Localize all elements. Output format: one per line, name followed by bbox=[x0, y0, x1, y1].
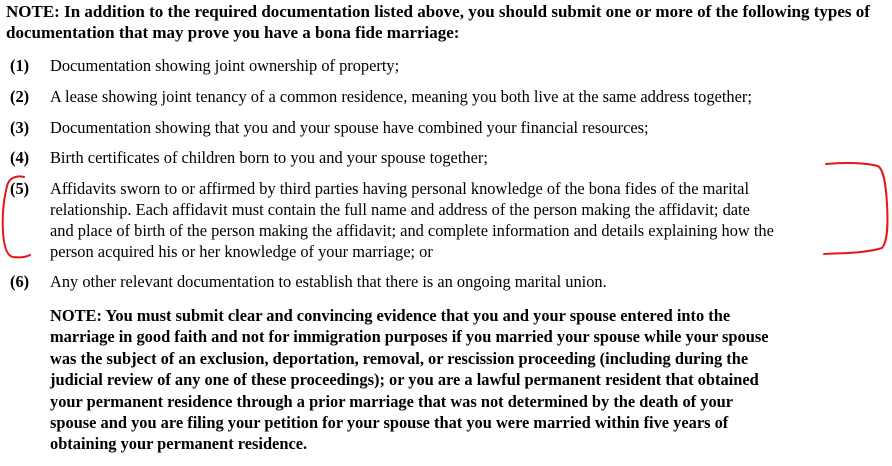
item-text bbox=[50, 147, 890, 168]
item-line: Documentation showing that you and your spouse have combined your financial resources; bbox=[50, 118, 649, 137]
item-line: Birth certificates of children born to you and your spouse together; bbox=[50, 148, 488, 167]
note-line: was the subject of an exclusion, deportation, removal, or rescission proceeding (including during the bbox=[50, 348, 749, 368]
item-text bbox=[50, 86, 890, 107]
item-line: and place of birth of the person making the affidavit; and complete information and details explaining how the bbox=[50, 221, 774, 240]
item-number: (4) bbox=[10, 148, 30, 167]
intro-line: following types of documentation that may prove you have a bona fide marriage: bbox=[6, 2, 870, 42]
closing-note bbox=[50, 305, 886, 455]
note-line: obtaining your permanent residence. bbox=[50, 434, 308, 454]
item-number: (2) bbox=[10, 87, 30, 106]
note-line: marriage in good faith and not for immigration purposes if you married your spouse while your spouse bbox=[50, 327, 769, 347]
item-number: (5) bbox=[10, 179, 30, 198]
note-line: spouse and you are filing your petition for your spouse that you were married within five years of bbox=[50, 413, 729, 433]
item-line: relationship. Each affidavit must contain the full name and address of the person making the affidavit; date bbox=[50, 200, 750, 219]
item-text bbox=[50, 178, 890, 262]
note-line: NOTE: You must submit clear and convincing evidence that you and your spouse entered into the bbox=[50, 306, 731, 325]
item-line: Affidavits sworn to or affirmed by third parties having personal knowledge of the bona fides of the marital bbox=[50, 179, 750, 198]
item-text bbox=[50, 55, 890, 76]
item-text bbox=[50, 271, 890, 292]
item-line: person acquired his or her knowledge of your marriage; or bbox=[50, 242, 433, 261]
intro-line: NOTE: In addition to the required documentation listed above, you should submit one or more of the bbox=[6, 2, 739, 21]
note-line: your permanent residence through a prior marriage that was not determined by the death of your bbox=[50, 391, 734, 411]
note-line: judicial review of any one of these proceedings); or you are a lawful permanent resident that obtained bbox=[50, 370, 759, 390]
item-number: (1) bbox=[10, 56, 30, 75]
intro-note bbox=[6, 1, 886, 43]
item-text bbox=[50, 117, 890, 138]
item-line: Any other relevant documentation to establish that there is an ongoing marital union. bbox=[50, 272, 607, 291]
item-line: A lease showing joint tenancy of a common residence, meaning you both live at the same address together; bbox=[50, 87, 752, 106]
item-number: (3) bbox=[10, 118, 30, 137]
item-line: Documentation showing joint ownership of property; bbox=[50, 56, 400, 75]
item-number: (6) bbox=[10, 272, 30, 291]
